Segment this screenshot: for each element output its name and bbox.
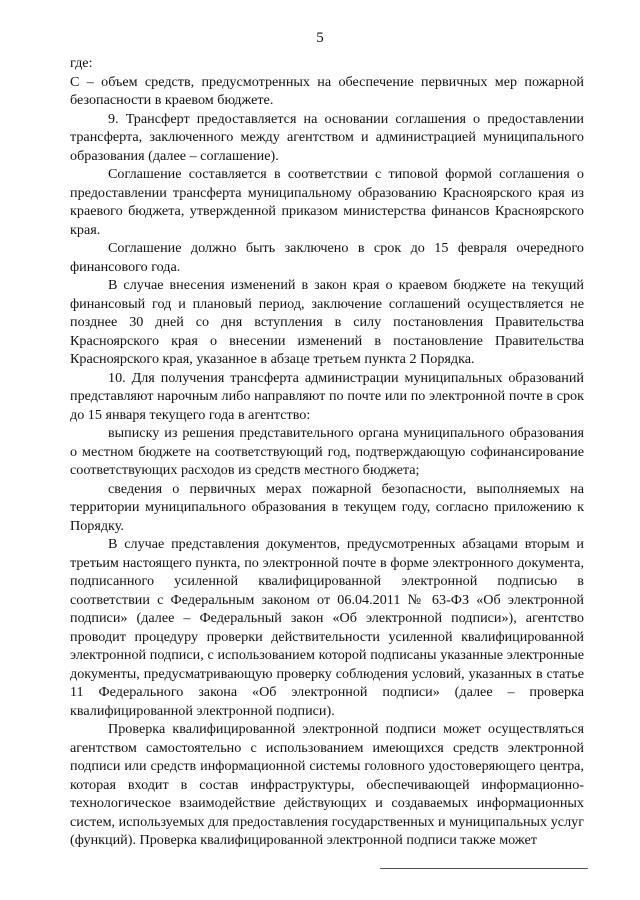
paragraph: Соглашение составляется в соответствии с типовой формой соглашения о предоставлении трансферта муниципальному образованию Красноярского края из краевого бюджета, утвержденной приказом министерства финансов Красноярского края. (70, 166, 584, 238)
paragraph: 10. Для получения трансферта администрации муниципальных образований представляют нарочным либо направляют по почте или по электронной почте в срок до 15 января текущего года в агентство: (70, 369, 584, 423)
footer-divider (380, 868, 588, 869)
paragraph: В случае представления документов, предусмотренных абзацами вторым и третьим настоящего пункта, по электронной почте в форме электронного документа, подписанного усиленной квалифицированной электронной подписью в соответствии с Федеральным законом от 06.04.2011 № 63-ФЗ «Об электронной подписи» (далее – Федеральный закон «Об электронной подписи»), агентство проводит процедуру проверки действительности усиленной квалифицированной электронной подписи, с использованием которой подписаны указанные электронные документы, предусматривающую проверку соблюдения условий, указанных в статье 11 Федерального закона «Об электронной подписи» (далее – проверка квалифицированной электронной подписи). (70, 536, 584, 719)
paragraph: 9. Трансферт предоставляется на основании соглашения о предоставлении трансферта, заключенного между агентством и администрацией муниципального образования (далее – соглашение). (70, 110, 584, 164)
paragraph: В случае внесения изменений в закон края о краевом бюджете на текущий финансовый год и плановый период, заключение соглашений осуществляется не позднее 30 дней со дня вступления в силу постановления Правительства Красноярского края о внесении изменений в постановление Правительства Красноярского края, указанное в абзаце третьем пункта 2 Порядка. (70, 277, 584, 367)
paragraph: Соглашение должно быть заключено в срок до 15 февраля очередного финансового года. (70, 240, 584, 275)
document-body (70, 54, 584, 850)
paragraph: выписку из решения представительного органа муниципального образования о местном бюджете на соответствующий год, подтверждающую софинансирование соответствующих расходов из средств местного бюджета; (70, 425, 584, 478)
paragraph: сведения о первичных мерах пожарной безопасности, выполняемых на территории муниципального образования в текущем году, согласно приложению к Порядку. (70, 480, 584, 534)
page-number: 5 (316, 30, 324, 46)
paragraph: С – объем средств, предусмотренных на обеспечение первичных мер пожарной безопасности в краевом бюджете. (70, 73, 584, 108)
paragraph: Проверка квалифицированной электронной подписи может осуществляться агентством самостоятельно с использованием имеющихся средств электронной подписи или средств информационной системы головного удостоверяющего центра, которая входит в состав инфраструктуры, обеспечивающей информационно-технологическое взаимодействие действующих и создаваемых информационных систем, используемых для предоставления государственных и муниципальных услуг (функций). Проверка квалифицированной электронной подписи также может (70, 721, 584, 848)
paragraph: где: (70, 55, 93, 71)
